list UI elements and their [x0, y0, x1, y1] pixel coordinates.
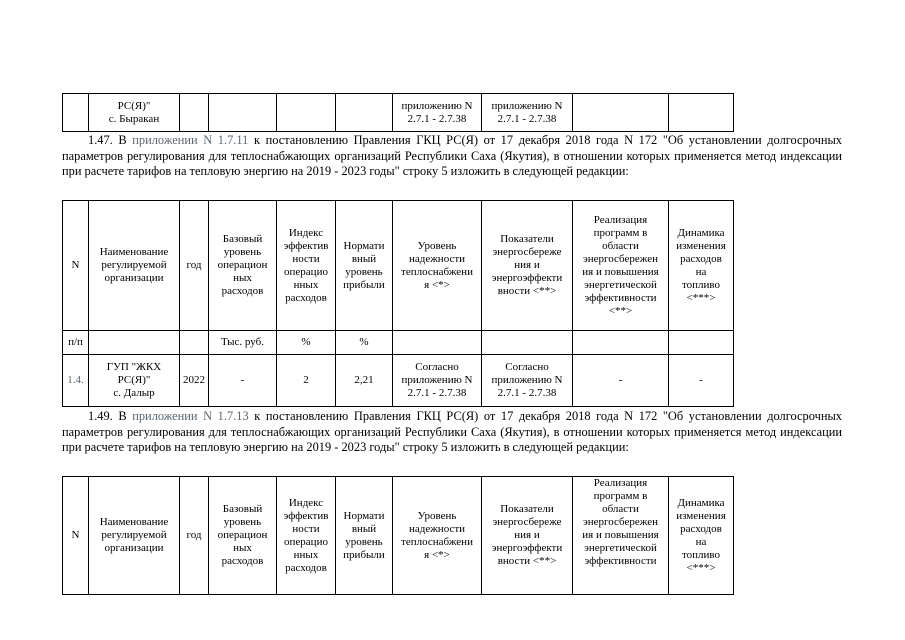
table-row	[63, 355, 734, 407]
unit-base: Тыс. руб.	[209, 331, 277, 355]
cell-profit: 2,21	[336, 355, 393, 407]
table-cell-energy: приложению N 2.7.1 - 2.7.38	[482, 94, 573, 132]
header-programs: Реализация программ в области энергосбережен ия и повышения энергетической эффективности <**>	[573, 201, 669, 331]
table-cell	[393, 331, 482, 355]
header-year: год	[180, 201, 209, 331]
table-cell	[63, 94, 89, 132]
units-row	[63, 331, 734, 355]
header-reliability: Уровень надежности теплоснабжени я <*>	[393, 201, 482, 331]
header-fuel: Динамика изменения расходов на топливо <***>	[669, 201, 734, 331]
header-profit: Нормати вный уровень прибыли	[336, 477, 393, 595]
table-header-row	[63, 201, 734, 331]
document-link[interactable]: приложении N 1.7.13	[132, 409, 249, 423]
header-energy: Показатели энергосбереже ния и энергоэффекти вности <**>	[482, 477, 573, 595]
table-cell	[180, 331, 209, 355]
table-row	[63, 94, 734, 132]
header-year: год	[180, 477, 209, 595]
cell-num: 1.4.	[63, 355, 89, 407]
table-cell	[89, 331, 180, 355]
header-energy: Показатели энергосбереже ния и энергоэффекти вности <**>	[482, 201, 573, 331]
header-n: N	[63, 477, 89, 595]
table-cell	[669, 94, 734, 132]
table-cell	[277, 94, 336, 132]
cell-reliability: Согласно приложению N 2.7.1 - 2.7.38	[393, 355, 482, 407]
table-cell	[573, 94, 669, 132]
unit-index: %	[277, 331, 336, 355]
cell-org: ГУП "ЖКХ РС(Я)" с. Далыр	[89, 355, 180, 407]
table-cell-reliability: приложению N 2.7.1 - 2.7.38	[393, 94, 482, 132]
header-profit: Нормати вный уровень прибыли	[336, 201, 393, 331]
paragraph-1-49: 1.49. В приложении N 1.7.13 к постановлению Правления ГКЦ РС(Я) от 17 декабря 2018 года N 172 "Об установлении долгосрочных параметров регулирования для теплоснабжающих организаций Республики Саха (Якутия), в отношении которых применяется метод индексации при расчете тарифов на тепловую энергию на 2019 - 2023 годы" строку 5 изложить в следующей редакции:	[62, 409, 842, 455]
cell-year: 2022	[180, 355, 209, 407]
table-cell	[336, 94, 393, 132]
unit-pp: п/п	[63, 331, 89, 355]
header-base: Базовый уровень операцион ных расходов	[209, 477, 277, 595]
table-cell	[669, 331, 734, 355]
table-cell	[482, 331, 573, 355]
header-org: Наименование регулируемой организации	[89, 201, 180, 331]
table-cell	[180, 94, 209, 132]
header-programs: Реализация программ в области энергосбережен ия и повышения энергетической эффективности	[573, 477, 669, 595]
cell-index: 2	[277, 355, 336, 407]
table-header-row	[63, 477, 734, 595]
paragraph-1-47: 1.47. В приложении N 1.7.11 к постановлению Правления ГКЦ РС(Я) от 17 декабря 2018 года N 172 "Об установлении долгосрочных параметров регулирования для теплоснабжающих организаций Республики Саха (Якутия), в отношении которых применяется метод индексации при расчете тарифов на тепловую энергию на 2019 - 2023 годы" строку 5 изложить в следующей редакции:	[62, 133, 842, 179]
cell-programs: -	[573, 355, 669, 407]
table-1-47	[62, 200, 734, 407]
header-index: Индекс эффектив ности операцио нных расходов	[277, 477, 336, 595]
cell-energy: Согласно приложению N 2.7.1 - 2.7.38	[482, 355, 573, 407]
table-cell	[573, 331, 669, 355]
table-cell-org: РС(Я)" с. Быракан	[89, 94, 180, 132]
header-index: Индекс эффектив ности операцио нных расходов	[277, 201, 336, 331]
cell-base: -	[209, 355, 277, 407]
table-cell	[209, 94, 277, 132]
cell-fuel: -	[669, 355, 734, 407]
header-reliability: Уровень надежности теплоснабжени я <*>	[393, 477, 482, 595]
header-fuel: Динамика изменения расходов на топливо <***>	[669, 477, 734, 595]
unit-profit: %	[336, 331, 393, 355]
header-n: N	[63, 201, 89, 331]
table-1-49	[62, 476, 734, 595]
header-base: Базовый уровень операцион ных расходов	[209, 201, 277, 331]
table-fragment-top	[62, 93, 734, 132]
document-link[interactable]: приложении N 1.7.11	[132, 133, 249, 147]
header-org: Наименование регулируемой организации	[89, 477, 180, 595]
